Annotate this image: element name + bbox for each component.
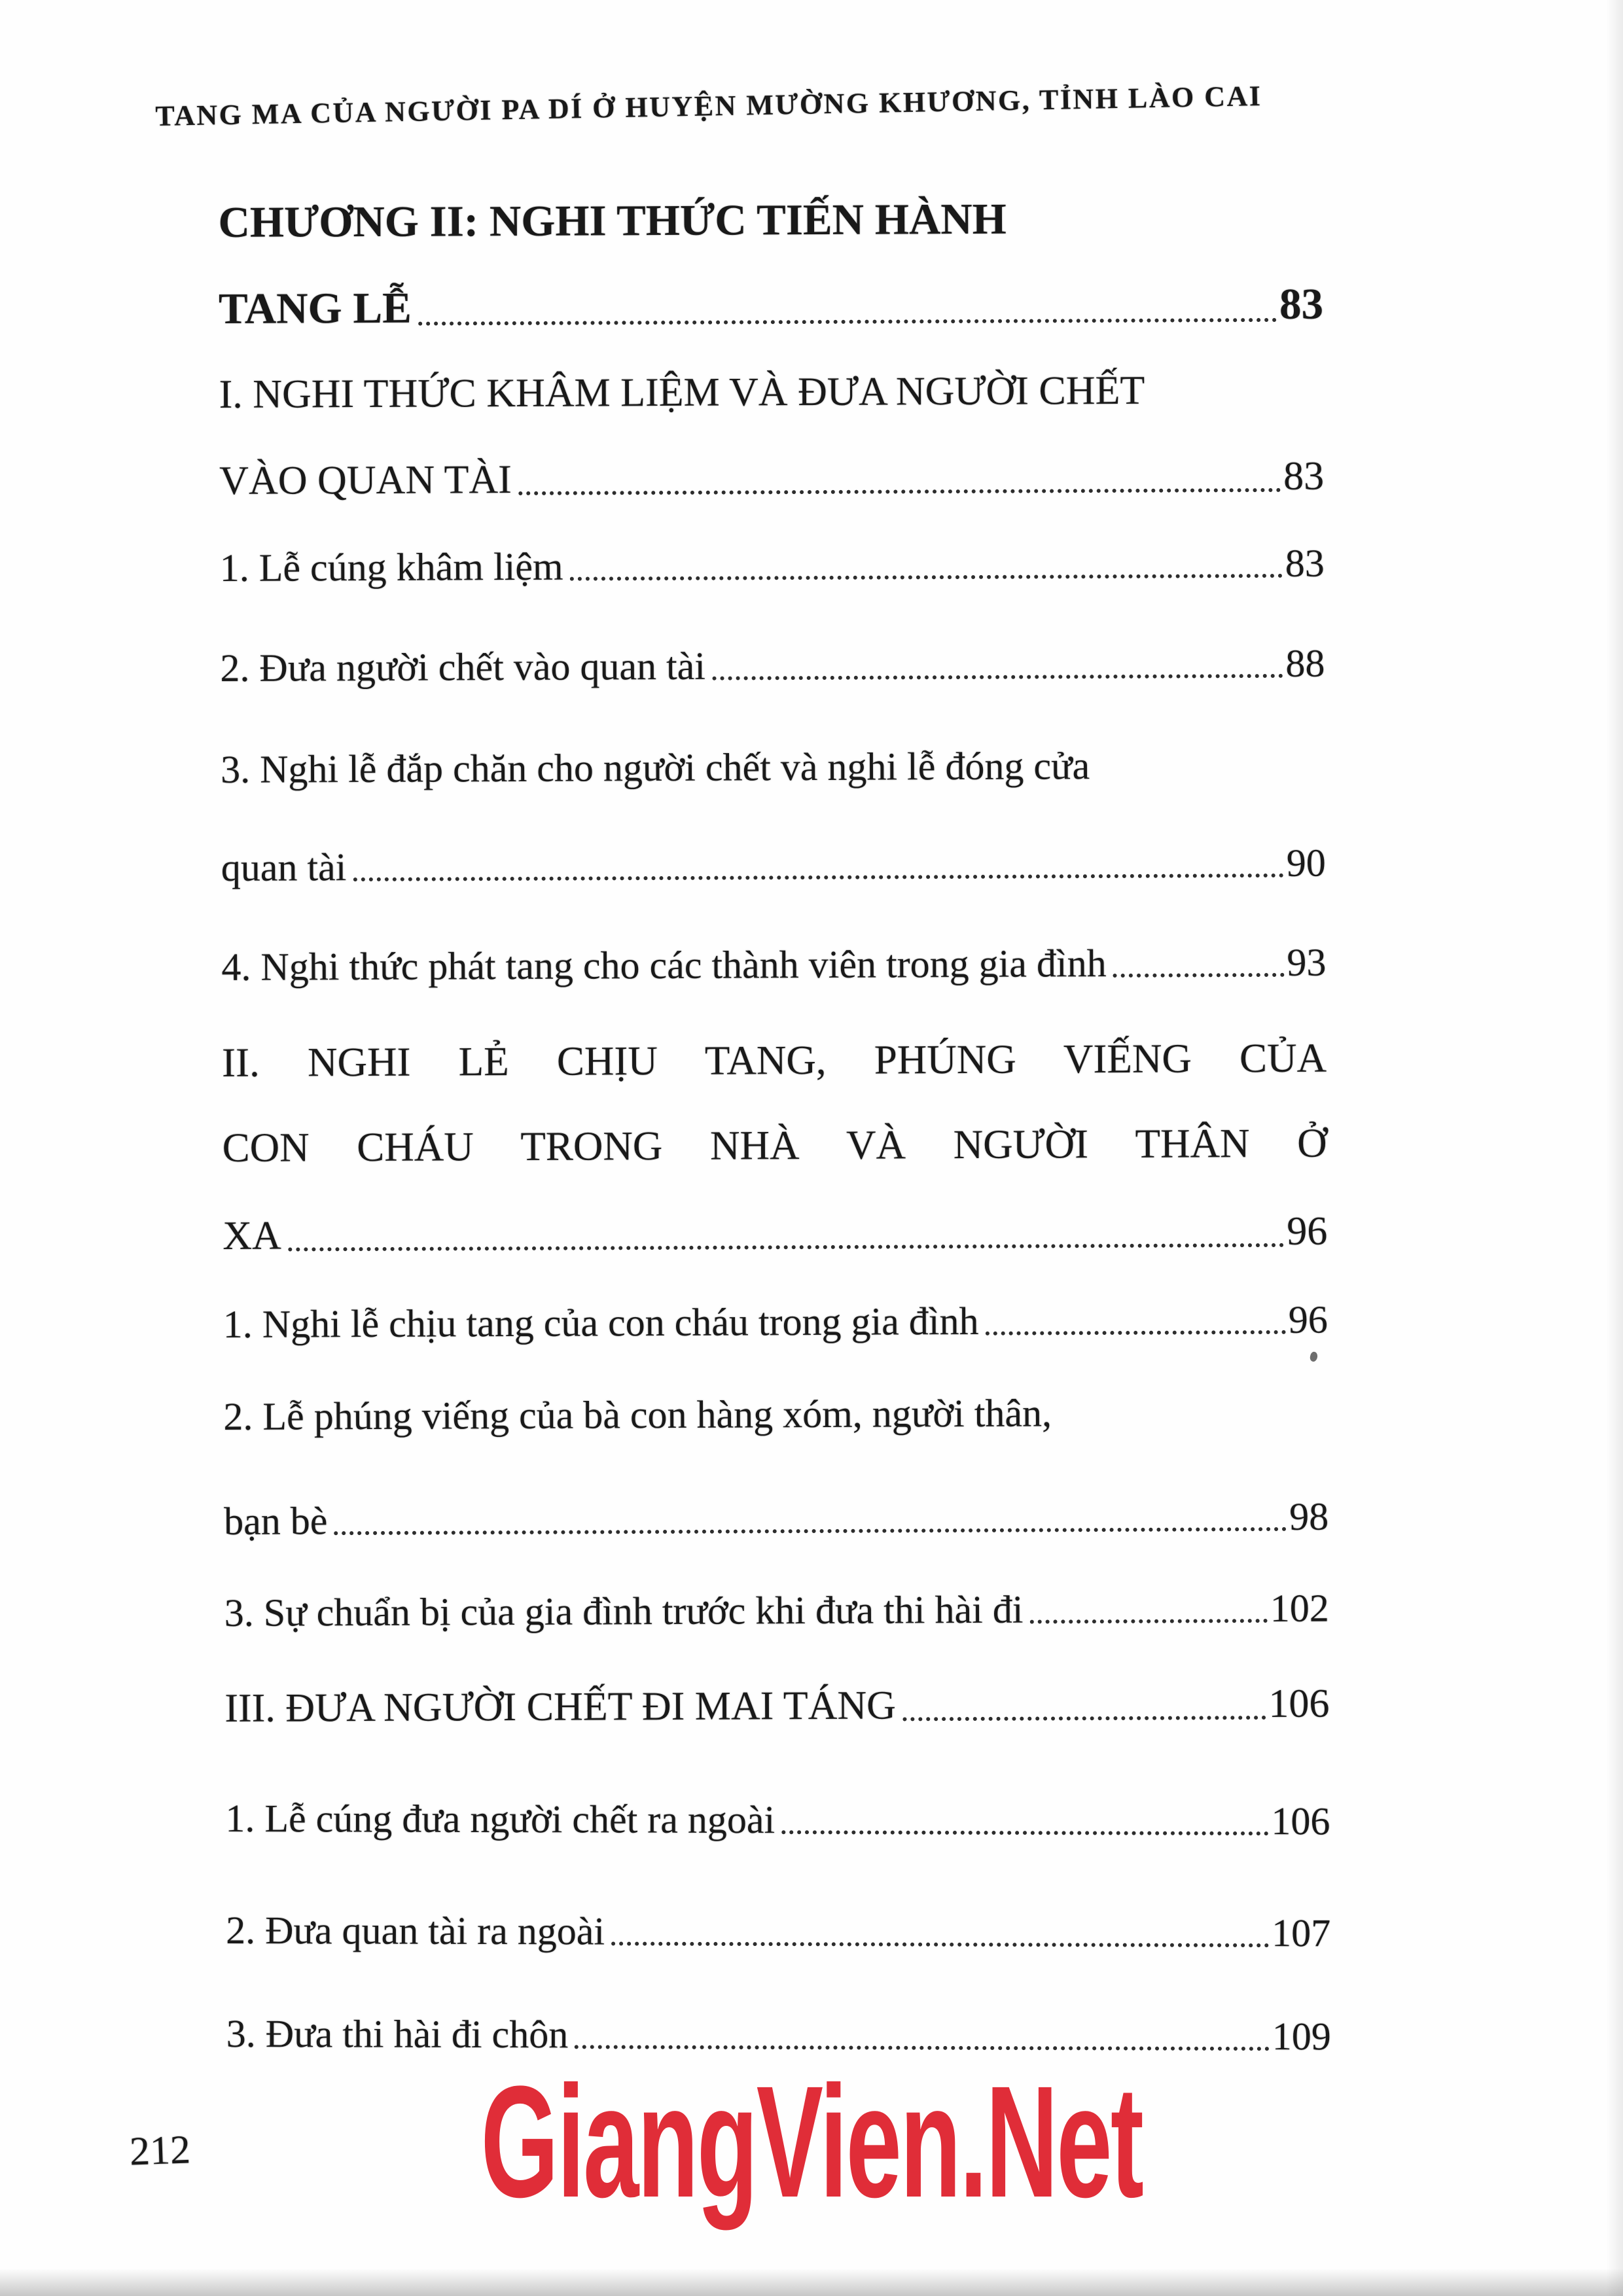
toc-page-number: 83 [1285, 541, 1325, 585]
toc-entry-text: CON CHÁU TRONG NHÀ VÀ NGƯỜI THÂN Ở [222, 1120, 1327, 1171]
toc-page-number: 93 [1287, 940, 1327, 984]
toc-page-number: 88 [1285, 641, 1325, 685]
toc-entry-text: quan tài [221, 845, 347, 889]
toc-entry-text: VÀO QUAN TÀI [219, 457, 512, 503]
toc-entry [221, 939, 1326, 992]
toc-entry [224, 1585, 1329, 1638]
toc-entry-text: XA [223, 1213, 281, 1258]
toc-page-number: 83 [1279, 279, 1324, 328]
toc-entry [219, 278, 1323, 336]
toc-entry-continuation [223, 1207, 1327, 1262]
dotted-leader [1030, 1619, 1268, 1624]
dotted-leader [902, 1716, 1266, 1721]
toc-page-number: 83 [1283, 453, 1325, 499]
dotted-leader [288, 1243, 1284, 1252]
page-number: 212 [128, 2127, 192, 2174]
toc-entry [225, 1795, 1330, 1846]
toc-page-number: 96 [1287, 1209, 1328, 1254]
toc-entry-text: CHƯƠNG II: NGHI THỨC TIẾN HÀNH [218, 194, 1007, 247]
toc-page-number: 106 [1271, 1799, 1330, 1843]
toc-entry-text: 3. Nghi lễ đắp chăn cho người chết và nghi lễ đóng cửa [220, 744, 1090, 791]
scan-artifact-speck [1309, 1351, 1318, 1362]
toc-entry-section [219, 366, 1323, 420]
toc-page-number: 107 [1272, 1911, 1331, 1955]
toc-entry-text: 1. Lễ cúng đưa người chết ra ngoài [225, 1796, 776, 1842]
toc-entry-chapter-title [218, 192, 1323, 250]
toc-entry [220, 640, 1325, 693]
scan-edge-shading-bottom [0, 2269, 1623, 2296]
toc-entry [221, 741, 1325, 794]
dotted-leader [712, 674, 1283, 680]
dotted-leader [986, 1330, 1286, 1335]
toc-entry-section-continuation [222, 1118, 1327, 1173]
dotted-leader [575, 2045, 1270, 2051]
toc-page-number: 106 [1268, 1681, 1330, 1727]
toc-entry-text: III. ĐƯA NGƯỜI CHẾT ĐI MAI TÁNG [224, 1683, 897, 1731]
watermark-text: GiangVien.Net [480, 2053, 1143, 2231]
toc-entry-text: 2. Đưa người chết vào quan tài [220, 644, 706, 690]
toc-entry [219, 452, 1324, 506]
dotted-leader [570, 574, 1283, 581]
toc-page-number: 109 [1272, 2015, 1331, 2058]
toc-entry-text: 1. Nghi lễ chịu tang của con cháu trong gia đình [223, 1299, 979, 1346]
toc-page-number: 90 [1286, 841, 1326, 885]
toc-entry-text: 3. Đưa thi hài đi chôn [226, 2011, 569, 2057]
toc-entry-text: 2. Đưa quan tài ra ngoài [226, 1908, 605, 1953]
toc-entry-continuation [221, 839, 1326, 892]
toc-entry [223, 1296, 1328, 1349]
toc-entry-text: bạn bè [224, 1499, 328, 1543]
toc-entry-text: 3. Sự chuẩn bị của gia đình trước khi đưa thi hài đi [224, 1587, 1024, 1634]
toc-entry-text: 2. Lễ phúng viếng của bà con hàng xóm, người thân, [223, 1391, 1052, 1438]
dotted-leader [353, 874, 1283, 881]
dotted-leader [1113, 973, 1285, 978]
dotted-leader [334, 1527, 1287, 1535]
toc-page-number: 98 [1289, 1494, 1329, 1538]
toc-entry-text: 4. Nghi thức phát tang cho các thành viên trong gia đình [221, 942, 1107, 989]
dotted-leader [781, 1830, 1268, 1835]
toc-entry [226, 1907, 1330, 1958]
toc-page-number: 96 [1288, 1298, 1328, 1341]
toc-page-number: 102 [1270, 1586, 1329, 1631]
toc-entry [220, 540, 1325, 593]
toc-entry-section [224, 1680, 1329, 1734]
toc-entry-continuation [224, 1493, 1329, 1546]
toc-entry-text: TANG LỄ [218, 283, 412, 333]
dotted-leader [418, 318, 1277, 326]
toc-entry-text: II. NGHI LẺ CHỊU TANG, PHÚNG VIẾNG CỦA [221, 1034, 1327, 1086]
toc-entry [223, 1388, 1328, 1441]
running-header: TANG MA CỦA NGƯỜI PA DÍ Ở HUYỆN MƯỜNG KHƯƠNG, TỈNH LÀO CAI [155, 80, 1262, 133]
toc-entry-text: 1. Lễ cúng khâm liệm [219, 544, 563, 590]
dotted-leader [518, 488, 1281, 495]
dotted-leader [611, 1942, 1269, 1948]
toc-entry-section [222, 1033, 1327, 1088]
toc-entry-text: I. NGHI THỨC KHÂM LIỆM VÀ ĐƯA NGƯỜI CHẾT [219, 368, 1145, 417]
scan-edge-shading-right [1606, 0, 1623, 2296]
